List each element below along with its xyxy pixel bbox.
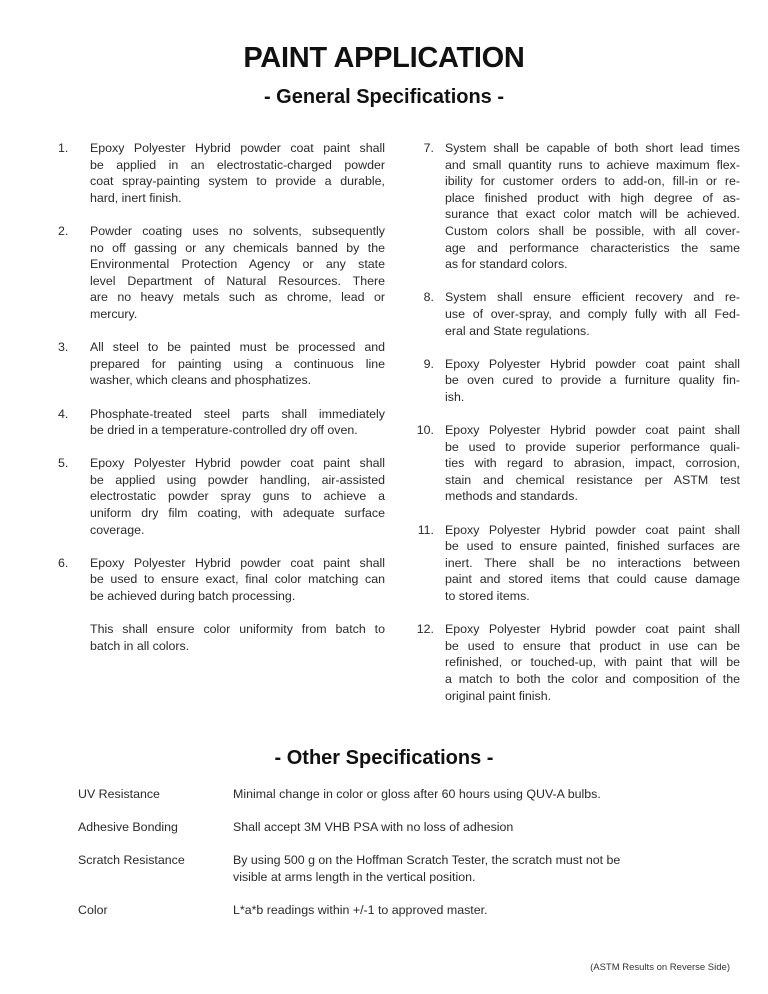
spec-value xyxy=(233,902,718,919)
text-line: uniform dry film coating, with adequate surface xyxy=(90,506,385,521)
text-line: Epoxy Polyester Hybrid powder coat paint shall xyxy=(90,141,385,155)
spec-value xyxy=(233,819,718,836)
spec-item-number: 12. xyxy=(416,622,434,637)
text-line: paint and stored items that could cause damage xyxy=(445,572,740,587)
spec-item-number: 4. xyxy=(58,406,69,421)
spec-item-number: 3. xyxy=(58,340,69,355)
table-row xyxy=(78,902,718,919)
spec-item-number: 8. xyxy=(423,290,434,305)
text-line: be applied in an electrostatic-charged powder xyxy=(90,157,385,172)
text-line: methods and standards. xyxy=(445,489,578,504)
text-line: stain and chemical resistance per ASTM test xyxy=(445,472,740,487)
spec-label: Color xyxy=(78,903,108,918)
text-line: Epoxy Polyester Hybrid powder coat paint shall xyxy=(445,522,740,537)
text-line: visible at arms length in the vertical position. xyxy=(233,869,476,884)
table-row xyxy=(78,819,718,836)
table-row xyxy=(78,852,718,885)
text-line: hard, inert finish. xyxy=(90,190,182,205)
spec-item-text xyxy=(445,289,740,339)
general-specs-right-column xyxy=(412,140,742,721)
text-line: prepared for painting using a continuous line xyxy=(90,356,385,371)
text-line: washer, which cleans and phosphatizes. xyxy=(90,373,312,388)
spec-item-number: 1. xyxy=(58,141,69,155)
text-line: ties with regard to abrasion, impact, corrosion, xyxy=(445,456,740,471)
spec-value xyxy=(233,852,718,885)
text-line: Custom colors shall be possible, with all cover- xyxy=(445,223,740,238)
text-line: Environmental Protection Agency or any state xyxy=(90,257,385,272)
text-line: place finished product with high degree of as- xyxy=(445,190,740,205)
spec-item xyxy=(412,140,742,273)
text-line: use of over-spray, and comply fully with all Fed- xyxy=(445,306,740,321)
spec-label: Adhesive Bonding xyxy=(78,820,178,835)
spec-item-number: 7. xyxy=(423,141,434,155)
text-line: inert. There shall be no interactions between xyxy=(445,555,740,570)
text-line: All steel to be painted must be processed and xyxy=(90,340,385,355)
text-line: age and performance characteristics the same xyxy=(445,240,740,255)
spec-item-text xyxy=(90,223,385,323)
other-specs-table xyxy=(78,786,718,935)
text-line: By using 500 g on the Hoffman Scratch Tester, the scratch must not be xyxy=(233,853,621,868)
spec-item-number: 11. xyxy=(417,522,434,537)
spec-label: Scratch Resistance xyxy=(78,853,185,868)
page-title: PAINT APPLICATION xyxy=(243,42,525,74)
text-line: level Department of Natural Resources. There xyxy=(90,273,385,288)
text-line: are no heavy metals such as chrome, lead or xyxy=(90,290,385,305)
table-row xyxy=(78,786,718,803)
spec-item xyxy=(412,621,742,704)
text-line: be used to ensure exact, final color matching can xyxy=(90,572,385,587)
text-line: be oven cured to provide a furniture quality fin- xyxy=(445,373,740,388)
spec-item-text xyxy=(90,555,385,605)
spec-item xyxy=(58,223,388,323)
text-line: Epoxy Polyester Hybrid powder coat paint shall xyxy=(445,622,740,637)
spec-item xyxy=(412,522,742,605)
footnote-astm-results: (ASTM Results on Reverse Side) xyxy=(590,962,730,973)
text-line: Powder coating uses no solvents, subsequently xyxy=(90,223,385,238)
text-line: Epoxy Polyester Hybrid powder coat paint shall xyxy=(90,456,385,471)
text-line: and small quantity runs to achieve maximum flex- xyxy=(445,157,740,172)
spec-item-number: 5. xyxy=(58,456,69,471)
text-line: surance that exact color match will be achieved. xyxy=(445,207,740,222)
text-line: be applied using powder handling, air-assisted xyxy=(90,472,385,487)
spec-item xyxy=(412,289,742,339)
text-line: System shall be capable of both short lead times xyxy=(445,141,740,155)
text-line: be used to provide superior performance quali- xyxy=(445,439,740,454)
text-line: This shall ensure color uniformity from batch to xyxy=(90,622,385,637)
text-line: electrostatic powder spray guns to achieve a xyxy=(90,489,385,504)
spec-item xyxy=(58,339,388,389)
text-line: coverage. xyxy=(90,522,145,537)
spec-item-text xyxy=(445,356,740,406)
spec-item-text xyxy=(445,621,740,704)
text-line: Epoxy Polyester Hybrid powder coat paint shall xyxy=(90,555,385,570)
spec-item-text xyxy=(90,140,385,206)
other-specifications-heading: - Other Specifications - xyxy=(274,747,494,769)
text-line: Epoxy Polyester Hybrid powder coat paint shall xyxy=(445,423,740,438)
text-line: coat spray-painting system to provide a durable, xyxy=(90,174,385,189)
text-line: batch in all colors. xyxy=(90,638,190,653)
text-line: refinished, or touched-up, with paint that will be xyxy=(445,655,740,670)
general-specs-left-column xyxy=(58,140,388,671)
text-line: L*a*b readings within +/-1 to approved master. xyxy=(233,903,488,918)
text-line: be used to ensure that product in use can be xyxy=(445,638,740,653)
text-line: no off gassing or any chemicals banned by the xyxy=(90,240,385,255)
spec-item xyxy=(58,406,388,439)
general-specifications-heading: - General Specifications - xyxy=(263,86,505,108)
spec-item xyxy=(412,356,742,406)
text-line: a match to both the color and composition of the xyxy=(445,672,740,686)
spec-item-text xyxy=(445,522,740,605)
text-line: mercury. xyxy=(90,306,138,321)
text-line: Epoxy Polyester Hybrid powder coat paint shall xyxy=(445,356,740,371)
text-line: be used to ensure painted, finished surfaces are xyxy=(445,539,740,554)
text-line: as for standard colors. xyxy=(445,257,568,272)
spec-item-number: 6. xyxy=(58,555,69,570)
spec-item-text xyxy=(445,140,740,273)
text-line: be dried in a temperature-controlled dry off oven. xyxy=(90,423,358,438)
text-line: System shall ensure efficient recovery and re- xyxy=(445,290,740,305)
spec-item-text xyxy=(90,621,385,654)
spec-value xyxy=(233,786,718,803)
spec-item-number: 9. xyxy=(423,356,434,371)
text-line: ish. xyxy=(445,389,465,404)
spec-item xyxy=(58,140,388,206)
text-line: to stored items. xyxy=(445,589,530,604)
text-line: original paint finish. xyxy=(445,688,552,703)
spec-item xyxy=(412,422,742,505)
spec-item-text xyxy=(90,339,385,389)
text-line: be achieved during batch processing. xyxy=(90,589,296,604)
spec-item-text xyxy=(90,406,385,439)
text-line: ibility for customer orders to add-on, fill-in or re- xyxy=(445,174,740,189)
spec-item xyxy=(58,455,388,538)
text-line: Shall accept 3M VHB PSA with no loss of adhesion xyxy=(233,820,514,835)
spec-item-number: 10. xyxy=(416,423,434,438)
spec-item-text xyxy=(90,455,385,538)
spec-label: UV Resistance xyxy=(78,787,160,801)
text-line: Phosphate-treated steel parts shall immediately xyxy=(90,406,385,421)
spec-item-number: 2. xyxy=(58,223,69,238)
spec-item xyxy=(58,555,388,605)
spec-item xyxy=(58,621,388,654)
text-line: eral and State regulations. xyxy=(445,323,590,338)
text-line: Minimal change in color or gloss after 60 hours using QUV-A bulbs. xyxy=(233,787,601,801)
spec-item-text xyxy=(445,422,740,505)
